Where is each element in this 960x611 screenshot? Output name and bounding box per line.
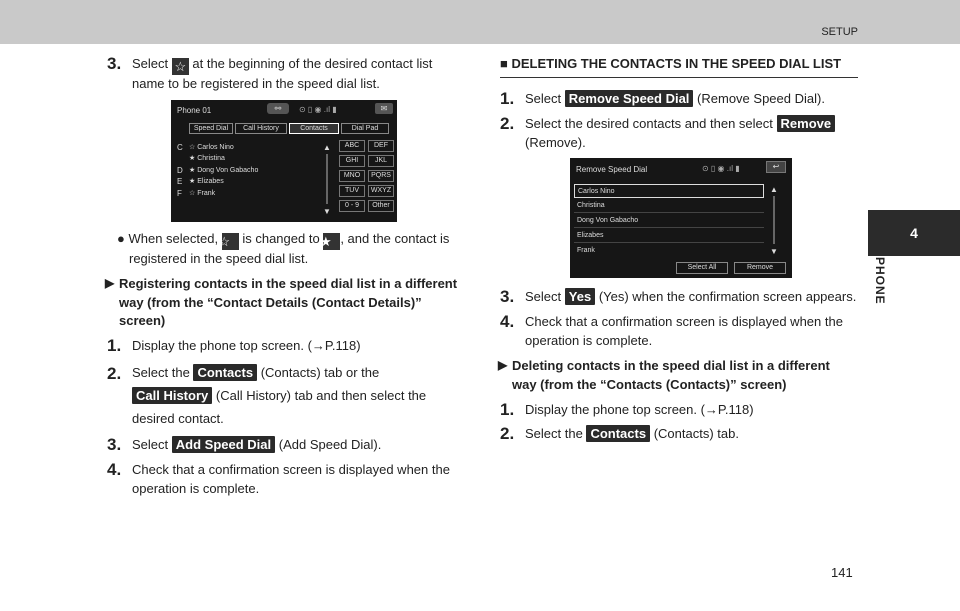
screen-title: Phone 01 [177,105,212,115]
section-heading: ■ DELETING THE CONTACTS IN THE SPEED DIAL LIST [500,55,858,78]
remove-button[interactable]: Remove [734,262,786,274]
contacts-button: Contacts [586,425,650,442]
phone-screen [171,100,397,222]
tab-bar [189,123,389,134]
subheading: ▶ Registering contacts in the speed dial list in a different way (from the “Contact Details (Contact Details)” screen) [107,275,463,332]
step-2: 2. Select the desired contacts and then select Remove (Remove). [500,115,858,153]
step-1: 1. Display the phone top screen. (→P.118) [107,336,361,356]
star-outline-icon: ☆ [172,58,189,75]
section-header: SETUP [821,26,858,38]
yes-button: Yes [565,288,595,305]
message-icon: ✉ [375,103,393,114]
star-icon[interactable]: ★ [189,166,196,174]
step-2: 2. Select the Contacts (Contacts) tab or the Call History (Call History) tab and then select the desired contact. [107,364,427,426]
scroll-down-icon[interactable]: ▼ [323,206,331,216]
index-letters: C D E F [177,142,183,198]
back-icon[interactable]: ↩ [766,161,786,173]
bullet-note: ● When selected, ☆ is changed to ★ , and the contact is registered in the speed dial list. [117,230,450,266]
scroll-up-icon[interactable]: ▲ [770,185,778,195]
star-icon[interactable]: ☆ [189,189,196,197]
remove-speed-dial-screen [570,158,792,278]
star-filled-icon: ★ [323,233,340,250]
subheading: ▶ Deleting contacts in the speed dial list in a different way (from the “Contacts (Contacts)” screen) [500,357,858,395]
right-column [500,55,858,450]
list-item[interactable]: ★ Christina [189,155,225,163]
star-icon[interactable]: ★ [189,155,196,163]
link-icon: ⚯ [267,103,289,114]
step-3: 3. Select Yes (Yes) when the confirmation screen appears. [500,287,857,307]
star-icon[interactable]: ★ [189,178,196,186]
scroll-up-icon[interactable]: ▲ [323,142,331,152]
remove-speed-dial-button: Remove Speed Dial [565,90,694,107]
tab-speed-dial[interactable]: Speed Dial [189,123,233,134]
list-item[interactable]: ☆ Frank [189,189,216,197]
scrollbar[interactable] [326,154,328,204]
screen-title: Remove Speed Dial [576,165,648,175]
step-4: 4. Check that a confirmation screen is displayed when the operation is complete. [107,460,450,496]
list-item[interactable]: Frank [577,247,595,255]
chapter-label: PHONE [873,257,887,305]
contacts-button: Contacts [193,364,257,381]
index-keys: ABC DEF GHI JKL MNO PQRS TUV WXYZ 0 - 9 Other [339,140,394,212]
contact-list [189,142,307,200]
tab-dial-pad[interactable]: Dial Pad [341,123,389,134]
list-item[interactable]: Christina [574,198,764,213]
list-item[interactable]: ★ Dong Von Gabacho [189,166,259,174]
page-number: 141 [831,565,853,580]
header-bar [0,0,960,44]
remove-button: Remove [777,115,836,132]
tab-contacts[interactable]: Contacts [289,123,339,134]
list-item[interactable]: ★ Elizabes [189,178,224,186]
scrollbar[interactable] [773,196,775,244]
step-2b: 2. Select the Contacts (Contacts) tab. [500,424,739,444]
star-outline-icon: ☆ [222,233,239,250]
step-1b: 1. Display the phone top screen. (→P.118) [500,399,754,419]
step-1: 1. Select Remove Speed Dial (Remove Speed Dial). [500,88,825,108]
call-history-button: Call History [132,387,212,404]
tab-call-history[interactable]: Call History [235,123,287,134]
add-speed-dial-button: Add Speed Dial [172,436,275,453]
list-item[interactable]: ☆ Carlos Nino [189,143,234,151]
status-icons: ⊙ ▯ ◉ .ıl ▮ [702,164,740,174]
scroll-down-icon[interactable]: ▼ [770,247,778,257]
list-item[interactable]: Elizabes [574,228,764,243]
chapter-tab: 4 [868,210,960,256]
left-column [107,55,463,505]
step-4: 4. Check that a confirmation screen is displayed when the operation is complete. [500,312,843,349]
star-icon[interactable]: ☆ [189,143,196,151]
step-3: 3. Select ☆ at the beginning of the desired contact list name to be registered in the speed dial list. [107,54,433,91]
status-icons: ⊙ ▯ ◉ .ıl ▮ [299,104,337,114]
select-all-button[interactable]: Select All [676,262,728,274]
remove-list [574,184,764,258]
list-item[interactable]: Dong Von Gabacho [574,213,764,228]
list-item[interactable]: Carlos Nino [574,184,764,198]
step-3b: 3. Select Add Speed Dial (Add Speed Dial). [107,435,382,455]
